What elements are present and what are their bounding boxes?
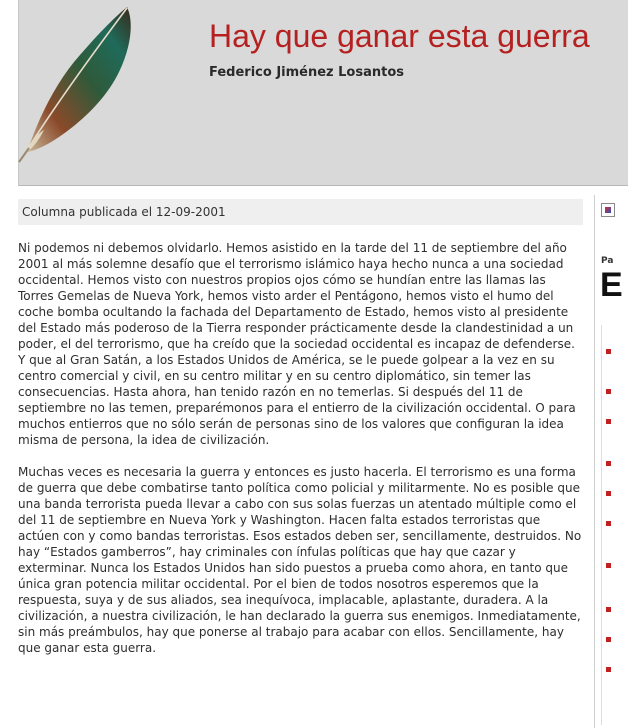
article-paragraph-2: Muchas veces es necesaria la guerra y entonces es justo hacerla. El terrorismo es una forma de guerra que debe combatirse tanto política como policial y militarmente. No es posible que una banda terrorista pueda llevar a cabo con sus solas fuerzas un atentado múltiple como el del 11 de septiembre en Nueva York y Washington. Hacen falta estados terroristas que actúen con y como bandas terroristas. Esos estados deben ser, sencillamente, destruidos. No hay “Estados gamberros”, hay criminales con ínfulas políticas que hay que cazar y exterminar. Nunca los Estados Unidos han sido puestos a prueba como ahora, en tanto que única gran potencia militar occidental. Por el bien de todos nosotros esperemos que la respuesta, suya y de sus aliados, sea inequívoca, implacable, aplastante, duradera. A la civilización, a nuestra civilización, le han declarado la guerra sus enemigos. Inmediatamente, sin más preámbulos, hay que ponerse al trabajo para acabar con ellos. Sencillamente, hay que ganar esta guerra. — [18, 465, 582, 655]
sidebar-heading: E — [600, 266, 623, 304]
article-title: Hay que ganar esta guerra — [209, 18, 590, 54]
bullet-icon — [606, 461, 611, 466]
sidebar-label: Pa — [601, 256, 614, 266]
article-body — [18, 240, 584, 672]
sidebar-link-list — [601, 325, 622, 725]
bullet-icon — [606, 349, 611, 354]
bullet-icon — [606, 637, 611, 642]
broken-image-icon[interactable] — [601, 203, 615, 217]
right-sidebar — [598, 195, 623, 728]
article-paragraph-1: Ni podemos ni debemos olvidarlo. Hemos asistido en la tarde del 11 de septiembre del año 2001 al más solemne desafío que el terrorismo islámico haya hecho nunca a una sociedad occidental. Hemos visto con nuestros propios ojos cómo se hundían entre las llamas las Torres Gemelas de Nueva York, hemos visto arder el Pentágono, hemos visto el humo del coche bomba ocultando la fachada del Departamento de Estado, hemos visto al presidente del Estado más poderoso de la Tierra responder prácticamente desde la clandestinidad a un poder, el del terrorismo, que ha creído que la sociedad occidental es incapaz de defenderse. Y que al Gran Satán, a los Estados Unidos de América, se le puede golpear a la vez en su centro comercial y civil, en su centro militar y en su centro diplomático, sin temer las consecuencias. Hasta ahora, han tenido razón en no temerlas. Si después del 11 de septiembre no las temen, preparémonos para el entierro de la civilización occidental. O para muchos entierros que no sólo serán de personas sino de los valores que configuran la idea misma de persona, la idea de civilización. — [18, 241, 576, 447]
bullet-icon — [606, 607, 611, 612]
author-name: Federico Jiménez Losantos — [209, 65, 405, 80]
bullet-icon — [606, 563, 611, 568]
publication-date: Columna publicada el 12-09-2001 — [18, 199, 583, 225]
feather-logo — [19, 2, 149, 162]
bullet-icon — [606, 521, 611, 526]
column-divider — [594, 195, 595, 728]
bullet-icon — [606, 419, 611, 424]
bullet-icon — [606, 389, 611, 394]
bullet-icon — [606, 491, 611, 496]
bullet-icon — [606, 667, 611, 672]
page-header — [18, 0, 628, 186]
